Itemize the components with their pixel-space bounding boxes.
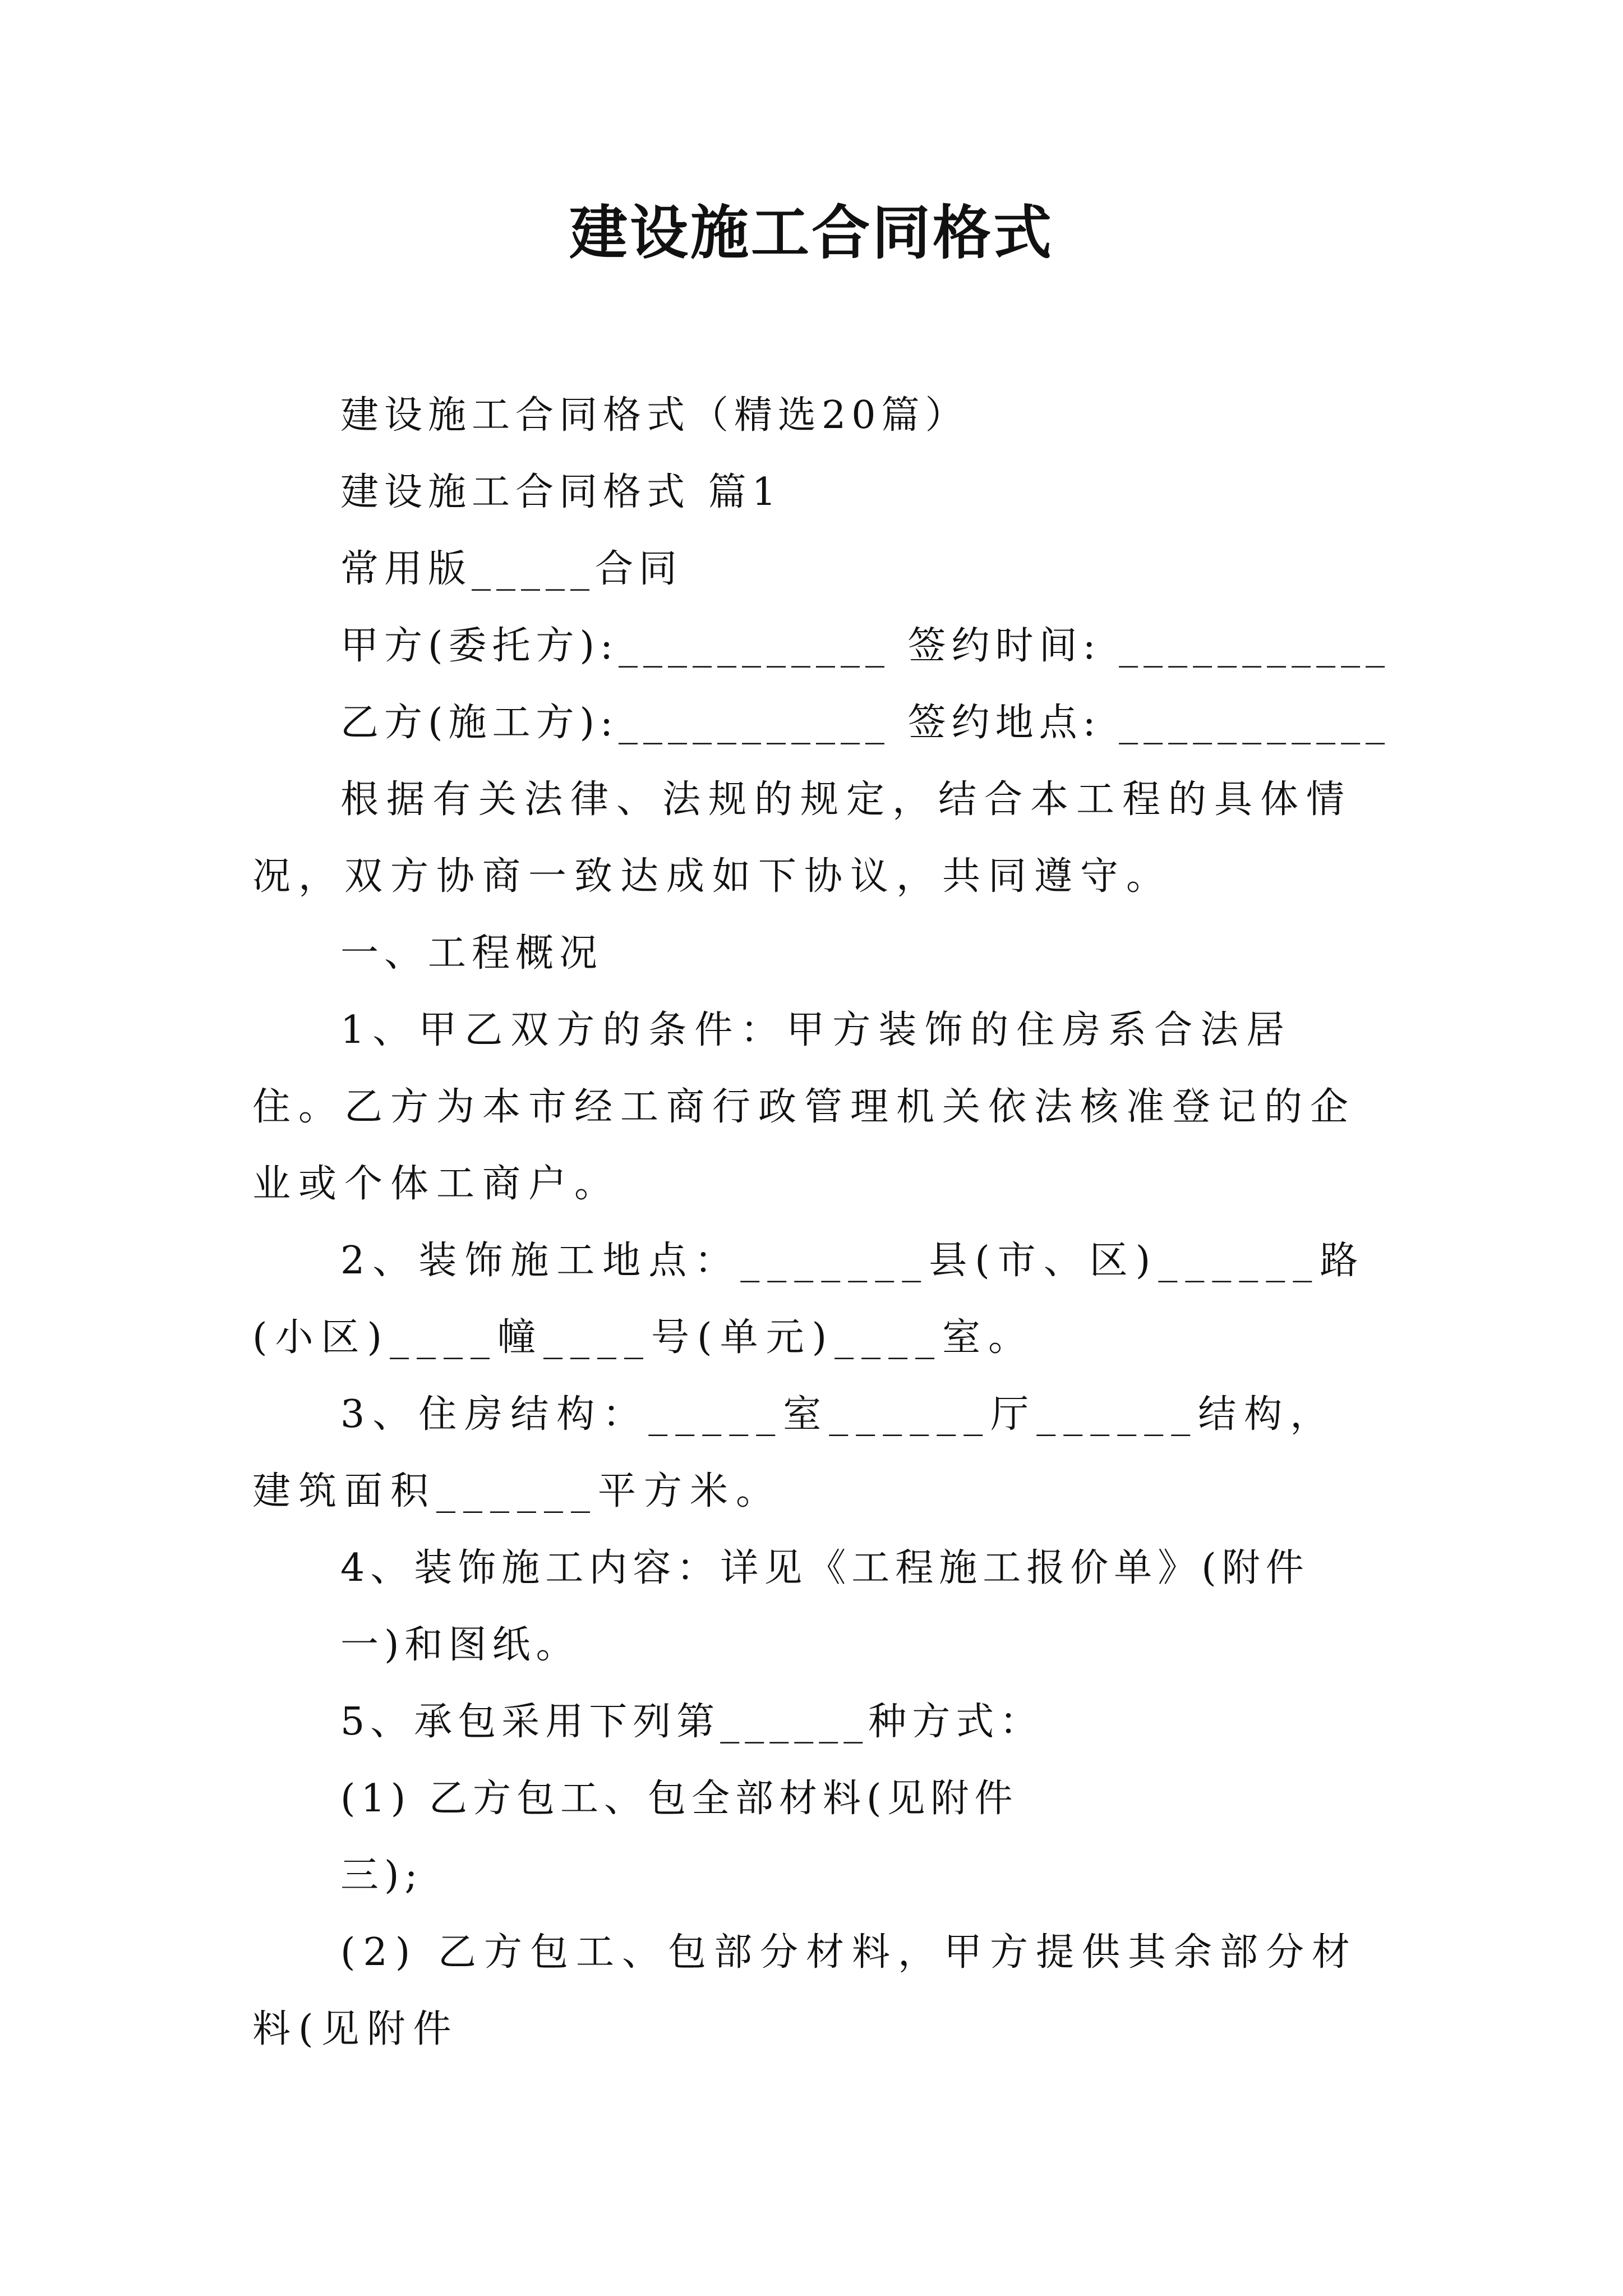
paragraph-clause-2: 2、装饰施工地点：_______县(市、区)______路(小区)____幢____号(单元)____室。 [252, 1239, 1366, 1360]
paragraph-clause-1: 1、甲乙双方的条件：甲方装饰的住房系合法居住。乙方为本市经工商行政管理机关依法核准登记的企业或个体工商户。 [252, 1008, 1357, 1206]
document-body [252, 377, 1391, 2068]
paragraph-party-b: 乙方(施工方):___________ 签约地点: ___________ [340, 701, 1391, 745]
paragraph-option-1-continued: 三); [340, 1853, 423, 1898]
paragraph-contract-type: 常用版_____合同 [340, 547, 683, 591]
paragraph-project-overview-heading: 一、工程概况 [340, 931, 603, 976]
paragraph-clause-3: 3、住房结构：_____室______厅______结构，建筑面积______平方米。 [252, 1392, 1336, 1513]
paragraph-clause-4: 4、装饰施工内容：详见《工程施工报价单》(附件 [340, 1546, 1310, 1590]
paragraph-preamble: 根据有关法律、法规的规定，结合本工程的具体情况，双方协商一致达成如下协议，共同遵守。 [252, 777, 1353, 899]
document-title: 建设施工合同格式 [569, 198, 1054, 267]
paragraph-subtitle: 建设施工合同格式（精选20篇） [340, 393, 969, 438]
paragraph-clause-4-continued: 一)和图纸。 [340, 1623, 580, 1667]
paragraph-option-1: (1) 乙方包工、包全部材料(见附件 [340, 1777, 1018, 1821]
paragraph-section-heading: 建设施工合同格式 篇1 [340, 470, 782, 514]
paragraph-option-2: (2) 乙方包工、包部分材料，甲方提供其余部分材料(见附件 [252, 1930, 1358, 2051]
paragraph-party-a: 甲方(委托方):___________ 签约时间: ___________ [340, 624, 1391, 668]
paragraph-clause-5: 5、承包采用下列第______种方式： [340, 1700, 1044, 1744]
